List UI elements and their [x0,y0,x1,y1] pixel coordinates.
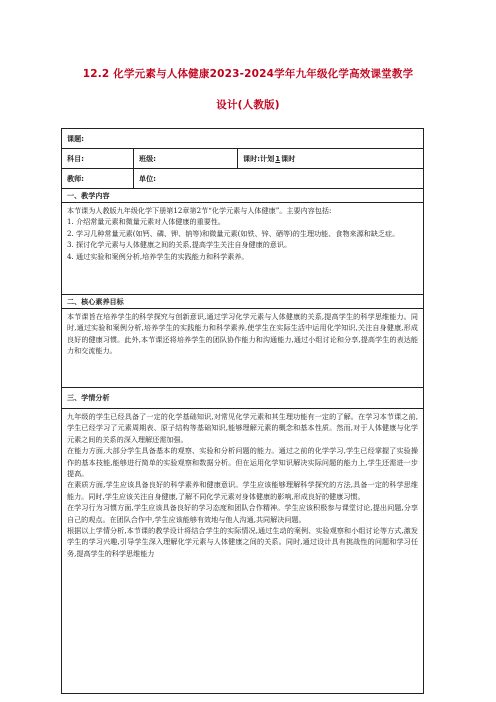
section-1-title: 一、教学内容 [67,190,110,200]
subject-row [62,149,423,169]
teacher-label: 教师: [62,169,134,188]
section-3-paragraph: 根据以上学情分析,本节课的教学设计将结合学生的实际情况,通过生动的案例、实验观察和小组讨论等方式,激发学生的学习兴趣,引导学生深入理解化学元素与人体健康之间的关系。同时,通过设计具有挑战性的问题和学习任务,提高学生的科学思维能力 [67,526,418,558]
section-3-paragraph: 九年级的学生已经具备了一定的化学基础知识,对常见化学元素和其生理功能有一定的了解。在学习本节课之前,学生已经学习了元素周期表、原子结构等基础知识,能够理解元素的概念和基本性质。然而,对于人体健康与化学元素之间的关系的深入理解还需加强。 [67,412,418,444]
hours-suffix: 课时 [281,153,296,163]
topic-row [62,129,423,149]
teacher-row [62,169,423,189]
unit-label: 单位: [139,173,157,183]
section-3-header [62,388,423,409]
section-3-body [62,409,423,693]
document-title-line-2: 设计(人教版) [216,99,280,111]
section-1-body [62,203,423,295]
section-1-line: 本节课为人教版九年级化学下册第12章第2节“化学元素与人体健康”。主要内容包括: [67,206,332,215]
section-1-line: 2. 学习几种常量元素(如钙、磷、钾、钠等)和微量元素(如铁、锌、硒等)的生理功能、食物来源和缺乏症。 [67,228,400,238]
hours-prefix: 课时:计划 [243,153,275,163]
section-3-paragraph: 在学习行为习惯方面,学生应该具备良好的学习态度和团队合作精神。学生应该积极参与课堂讨论,提出问题,分享自己的观点。在团队合作中,学生应该能够有效地与他人沟通,共同解决问题。 [67,503,418,524]
hours-value: 1 [275,153,281,163]
document-title-line-1: 12.2 化学元素与人体健康2023-2024学年九年级化学高效课堂教学 [82,68,414,80]
section-1-line: 1. 介绍常量元素和微量元素对人体健康的重要性。 [67,217,225,227]
section-1-line: 4. 通过实验和案例分析,培养学生的实践能力和科学素养。 [67,251,249,261]
section-1-header [62,189,423,203]
section-3-paragraph: 在能力方面,大部分学生具备基本的观察、实验和分析问题的能力。通过之前的化学学习,学生已经掌握了实验操作的基本技能,能够进行简单的实验观察和数据分析。但在运用化学知识解决实际问题的能力上,学生还需进一步提高。 [67,446,418,479]
section-2-body [62,309,423,388]
subject-label: 科目: [62,149,134,168]
section-3-title: 三、学情分析 [67,393,110,403]
section-2-header [62,295,423,309]
section-2-text: 本节课旨在培养学生的科学探究与创新意识,通过学习化学元素与人体健康的关系,提高学生的科学思维能力。同时,通过实验和案例分析,培养学生的实践能力和科学素养,使学生在实际生活中运用化学知识,关注自身健康,形成良好的健康习惯。此外,本节课还将培养学生的团队协作能力和沟通能力,通过小组讨论和分享,提高学生的表达能力和交流能力。 [67,312,418,356]
section-3-paragraph: 在素质方面,学生应该具备良好的科学素养和健康意识。学生应该能够理解科学探究的方法,具备一定的科学思维能力。同时,学生应该关注自身健康,了解不同化学元素对身体健康的影响,形成良好的健康习惯。 [67,480,418,501]
lesson-plan-table [61,128,424,694]
section-1-line: 3. 探讨化学元素与人体健康之间的关系,提高学生关注自身健康的意识。 [67,240,292,250]
topic-label: 课题: [67,133,85,143]
grade-label: 班级: [134,149,238,168]
hours-cell [238,149,423,168]
section-2-title: 二、核心素养目标 [67,296,124,306]
